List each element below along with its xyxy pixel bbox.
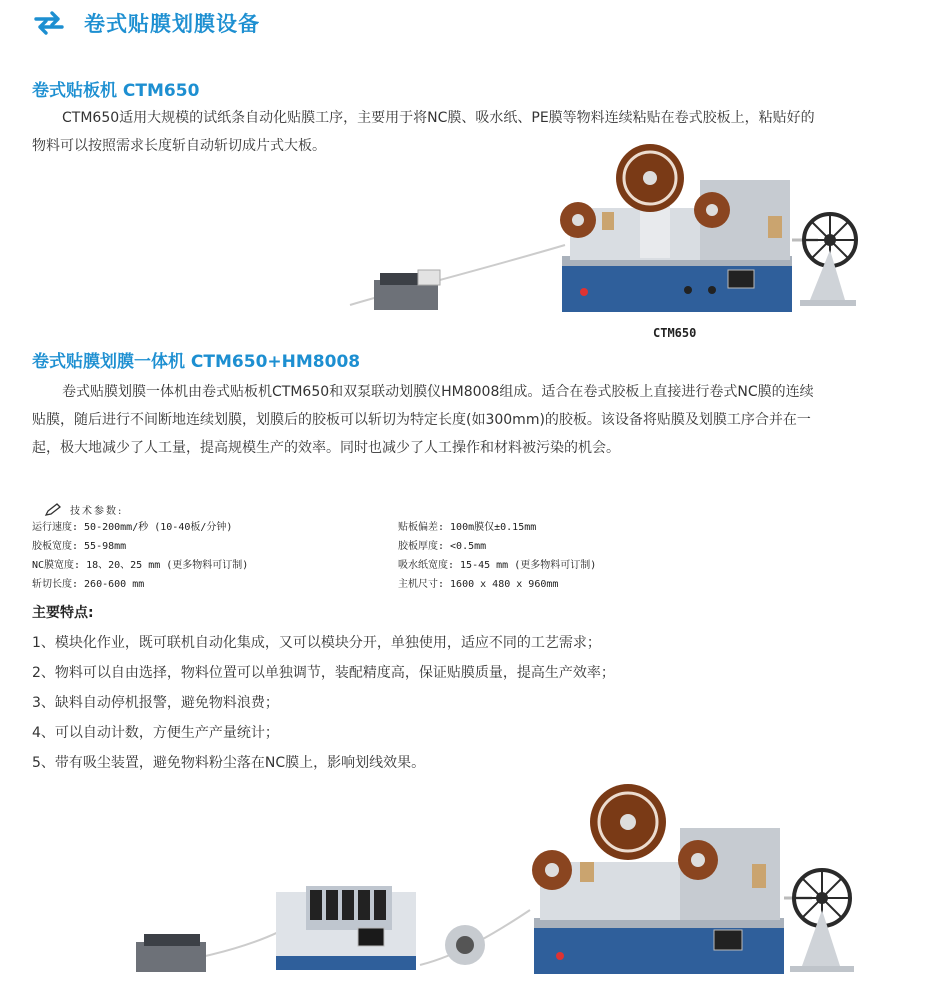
paragraph-line: 物料可以按照需求长度斩自动斩切成片式大板。	[32, 138, 326, 154]
section-heading-ctm650-hm8008: 卷式贴膜划膜一体机 CTM650+HM8008	[32, 352, 361, 372]
features-heading: 主要特点:	[32, 605, 94, 621]
page-header	[32, 8, 260, 38]
feature-item: 3、缺料自动停机报警，避免物料浪费；	[32, 695, 279, 711]
spec-row: 斩切长度: 260-600 mm	[32, 579, 145, 590]
paragraph-line: 起，极大地减少了人工量，提高规模生产的效率。同时也减少了人工操作和材料被污染的机会。	[32, 440, 620, 456]
ctm650-hm8008-machine-image	[100, 780, 890, 980]
feature-item: 5、带有吸尘装置，避免物料粉尘落在NC膜上，影响划线效果。	[32, 755, 426, 771]
section-paragraph-ctm650-hm8008	[32, 378, 892, 462]
paragraph-line: CTM650适用大规模的试纸条自动化贴膜工序，主要用于将NC膜、吸水纸、PE膜等物料连续粘贴在卷式胶板上，粘贴好的	[62, 110, 815, 126]
spec-row: 贴板偏差: 100m膜仅±0.15mm	[398, 522, 537, 533]
vacuum-unit	[374, 270, 440, 310]
specs-left-column	[32, 518, 248, 594]
section-heading-ctm650: 卷式贴板机 CTM650	[32, 81, 200, 101]
spec-row: 主机尺寸: 1600 x 480 x 960mm	[398, 579, 559, 590]
page-title: 卷式贴膜划膜设备	[84, 12, 260, 36]
specs-heading-label: 技术参数:	[70, 506, 124, 517]
image-caption: CTM650	[653, 326, 697, 340]
paragraph-line: 贴膜，随后进行不间断地连续划膜，划膜后的胶板可以斩切为特定长度(如300mm)的胶板。该设备将贴膜及划膜工序合并在一	[32, 412, 811, 428]
hm8008-unit	[276, 886, 416, 970]
spec-row: 运行速度: 50-200mm/秒 (10-40板/分钟)	[32, 522, 233, 533]
specs-right-column	[398, 518, 596, 594]
spec-row: 吸水纸宽度: 15-45 mm (更多物料可订制)	[398, 560, 597, 571]
ctm650-machine-image	[340, 140, 860, 320]
spec-row: NC膜宽度: 18、20、25 mm (更多物料可订制)	[32, 560, 249, 571]
swap-arrows-icon	[32, 10, 66, 36]
feature-item: 4、可以自动计数，方便生产产量统计；	[32, 725, 279, 741]
specs-heading	[44, 502, 123, 517]
paragraph-line: 卷式贴膜划膜一体机由卷式贴板机CTM650和双泵联动划膜仪HM8008组成。适合在卷式胶板上直接进行卷式NC膜的连续	[62, 384, 814, 400]
feature-item: 1、模块化作业，既可联机自动化集成，又可以模块分开，单独使用，适应不同的工艺需求；	[32, 635, 601, 651]
pencil-icon	[44, 503, 62, 517]
spec-row: 胶板厚度: <0.5mm	[398, 541, 487, 552]
spec-row: 胶板宽度: 55-98mm	[32, 541, 127, 552]
feature-item: 2、物料可以自由选择，物料位置可以单独调节，装配精度高，保证贴膜质量，提高生产效率；	[32, 665, 615, 681]
